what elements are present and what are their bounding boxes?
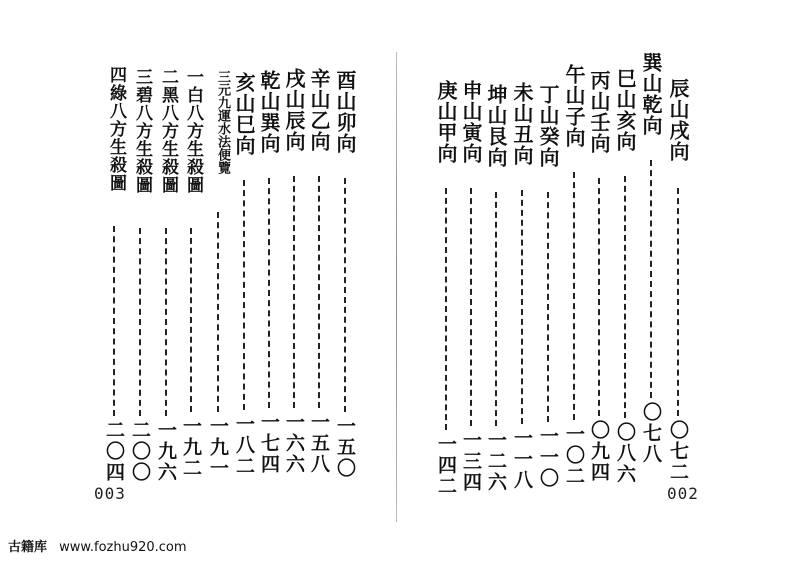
left-page (0, 0, 396, 561)
toc-entry-title: 申山寅向 (459, 80, 483, 164)
toc-entry (178, 0, 204, 561)
dotted-leader (598, 178, 600, 416)
site-brand: 古籍库 (8, 540, 48, 555)
toc-entry-title: 巽山乾向 (639, 52, 663, 136)
toc-entry-title: 未山丑向 (510, 82, 534, 166)
toc-entry (256, 0, 282, 561)
toc-entry (205, 0, 231, 561)
toc-entry-title: 亥山巳向 (232, 72, 256, 156)
toc-entry (665, 0, 691, 561)
dotted-leader (547, 192, 549, 422)
toc-entry (561, 0, 587, 561)
toc-entry-title: 戌山辰向 (282, 68, 306, 152)
toc-entry-page: 一六六 (283, 412, 305, 475)
toc-entry-title: 庚山甲向 (434, 80, 458, 164)
dotted-leader (293, 176, 295, 408)
dotted-leader (217, 212, 219, 412)
dotted-leader (113, 226, 115, 416)
toc-entry-title: 丁山癸向 (536, 84, 560, 168)
dotted-leader (445, 188, 447, 430)
toc-entry-title: 午山子向 (562, 64, 586, 148)
toc-entry (535, 0, 561, 561)
toc-entry (509, 0, 535, 561)
toc-entry-page: 〇八六 (614, 422, 636, 485)
dotted-leader (268, 178, 270, 408)
toc-entry-page: 二〇四 (103, 420, 125, 483)
toc-entry-title: 丙山壬向 (587, 70, 611, 154)
toc-entry-page: 〇七二 (667, 420, 689, 483)
toc-entry (433, 0, 459, 561)
dotted-leader (650, 160, 652, 398)
toc-entry-page: 一五〇 (334, 416, 356, 479)
dotted-leader (139, 228, 141, 416)
toc-entry-page: 一九二 (180, 416, 202, 479)
toc-entry-title: 辛山乙向 (307, 68, 331, 152)
toc-entry-page: 一九六 (155, 420, 177, 483)
toc-entry (101, 0, 127, 561)
dotted-leader (624, 176, 626, 418)
toc-entry-title: 四綠八方生殺圖 (106, 66, 126, 192)
toc-entry-page: 一八二 (233, 414, 255, 477)
dotted-leader (190, 228, 192, 412)
right-page (397, 0, 793, 561)
toc-entry-page: 一〇二 (563, 424, 585, 487)
toc-entry-page: 一七四 (258, 412, 280, 475)
toc-entry (586, 0, 612, 561)
toc-entry-title: 二黑八方生殺圖 (158, 68, 178, 194)
toc-entry-page: 一四二 (435, 434, 457, 497)
toc-entry (332, 0, 358, 561)
toc-entry-title: 乾山巽向 (257, 70, 281, 154)
toc-entry (458, 0, 484, 561)
toc-entry-page: 〇九四 (588, 420, 610, 483)
toc-entry (153, 0, 179, 561)
dotted-leader (165, 228, 167, 416)
toc-entry-page: 一三四 (460, 430, 482, 493)
watermark-footer (8, 536, 187, 555)
dotted-leader (318, 176, 320, 408)
toc-entry (281, 0, 307, 561)
dotted-leader (243, 180, 245, 410)
toc-entry-title: 三碧八方生殺圖 (132, 68, 152, 194)
toc-entry-page: 一一〇 (537, 426, 559, 489)
toc-entry-title: 一白八方生殺圖 (183, 68, 203, 194)
toc-entry-title: 三元九運水法便覽 (215, 70, 230, 174)
toc-entry-page: 一五八 (308, 412, 330, 475)
toc-entry (231, 0, 257, 561)
site-url[interactable]: www.fozhu920.com (59, 540, 187, 555)
dotted-leader (344, 178, 346, 412)
dotted-leader (573, 172, 575, 420)
toc-entry (127, 0, 153, 561)
page-number: 002 (667, 484, 699, 503)
dotted-leader (521, 190, 523, 424)
toc-entry-page: 一九一 (207, 416, 229, 479)
book-spine (396, 52, 397, 522)
toc-entry-page: 二〇〇 (129, 420, 151, 483)
toc-entry-title: 巳山亥向 (613, 68, 637, 152)
dotted-leader (470, 188, 472, 426)
dotted-leader (495, 192, 497, 426)
toc-entry-page: 〇七八 (640, 402, 662, 465)
toc-entry-title: 坤山艮向 (484, 84, 508, 168)
toc-entry-page: 一一八 (511, 428, 533, 491)
toc-entry (306, 0, 332, 561)
toc-entry (638, 0, 664, 561)
toc-entry-title: 辰山戌向 (666, 78, 690, 162)
toc-entry-title: 酉山卯向 (333, 70, 357, 154)
page-number: 003 (94, 484, 126, 503)
toc-entry (483, 0, 509, 561)
dotted-leader (677, 188, 679, 416)
toc-entry-page: 一二六 (485, 430, 507, 493)
toc-entry (612, 0, 638, 561)
